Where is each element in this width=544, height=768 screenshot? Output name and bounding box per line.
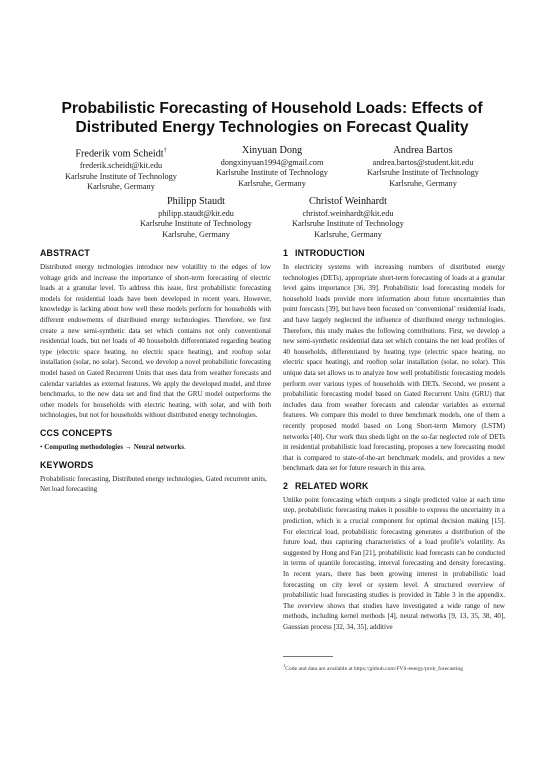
author-location: Karlsruhe, Germany — [87, 181, 155, 191]
author-affiliation: Karlsruhe Institute of Technology — [292, 219, 404, 229]
author-block — [46, 145, 196, 192]
introduction-heading: 1 INTRODUCTION — [283, 248, 365, 258]
footnote-text: Code and data are available at https://github.com/FVS-energy/prob_forecasting — [285, 665, 464, 672]
author-block — [121, 196, 271, 240]
author-footnote-mark: † — [163, 148, 167, 154]
author-affiliation: Karlsruhe Institute of Technology — [140, 219, 252, 229]
author-email: philipp.staudt@kit.edu — [158, 209, 234, 218]
author-location: Karlsruhe, Germany — [238, 178, 306, 188]
keywords-heading: KEYWORDS — [40, 459, 94, 470]
bullet: • — [40, 442, 43, 451]
ccs-concepts-heading: CCS CONCEPTS — [40, 427, 113, 438]
author-email: frederik.scheidt@kit.edu — [79, 161, 163, 171]
author-name: Andrea Bartos — [393, 145, 453, 156]
author-name: Xinyuan Dong — [241, 145, 303, 156]
author-name: Philipp Staudt — [166, 196, 226, 207]
author-email: christof.weinhardt@kit.edu — [302, 209, 394, 218]
ccs-concept-text: Computing methodologies → Neural networks — [44, 442, 184, 451]
author-affiliation: Karlsruhe Institute of Technology — [216, 168, 328, 178]
title-line-2: Distributed Energy Technologies on Forecast Quality — [75, 119, 469, 136]
keywords-text: Probabilistic forecasting, Distributed energy technologies, Gated recurrent units, Net load forecasting — [40, 474, 267, 494]
left-column — [40, 248, 271, 495]
introduction-text: In electricity systems with increasing numbers of distributed energy technologies (DETs), appropriate short-term forecasting of loads at a granular level gains importance [36, 39]. Probabilistic load forecasting models for household loads provide more information about future uncertainties than point forecasts [39], but have been focused on ‘conventional’ residential loads, and have largely neglected the influence of distributed energy technologies. Therefore, this study makes the following contributions. First, we develop a new semi-synthetic residential data set which contains the net load profiles of 40 households, differentiated by heating type (electric space heating, no electric space heating), and rooftop solar installation (solar, no solar). This unique data set allows us to analyze how well probabilistic forecasting models perform over various types of households with DETs. Second, we present a probabilistic forecasting model based on Gated Recurrent Units (GRU) that includes data from weather forecasts and calendar variables as external features. We compare this model to three benchmark models, one of them a recently proposed model based on Long Short-term Memory (LSTM) networks [40]. Our work thus sheds light on the so-far neglected role of DETs in residential probabilistic load forecasting, proposes a new forecasting model that is compared to state-of-the-art benchmark models, and provides a new benchmark data set for future research in this area. — [283, 263, 505, 473]
author-affiliation: Karlsruhe Institute of Technology — [367, 168, 479, 178]
author-email: dongxinyuan1994@gmail.com — [220, 158, 324, 167]
author-block — [348, 145, 498, 189]
author-location: Karlsruhe, Germany — [389, 178, 457, 188]
author-block — [273, 196, 423, 240]
author-name: Frederik vom Scheidt† — [75, 148, 167, 160]
author-affiliation: Karlsruhe Institute of Technology — [65, 171, 177, 181]
author-block — [197, 145, 347, 189]
related-work-text: Unlike point forecasting which outputs a single predicted value at each time step, probabilistic forecasting makes it possible to express the uncertainty in a prediction, which is a crucial component for optimal decision making [15]. For electrical load, probabilistic forecasting generates a distribution of the future load, thus capturing characteristics of a load profile’s volatility. As suggested by Hong and Fan [21], probabilistic load forecasts can be conducted in terms of quantile forecasting, interval forecasting and density forecasting. In recent years, there has been growing interest in probabilistic load forecasting on city level or system level. A structured overview of probabilistic load forecasting studies is provided in Table 3 in the appendix. The overview shows that studies have investigated a wide range of new methods, including kernel methods [4], neural networks [9, 13, 35, 38, 40], Gaussian process [32, 34, 35], additive — [283, 495, 505, 631]
author-location: Karlsruhe, Germany — [314, 229, 382, 239]
author-email: andrea.bartos@student.kit.edu — [372, 158, 474, 167]
right-column — [283, 248, 505, 633]
footnote-rule — [283, 656, 333, 657]
paper-title — [40, 99, 504, 137]
footnote: $^1$Code and data are available at https://github.com/FVS-energy/prob_forecasting — [283, 663, 464, 672]
abstract-heading: ABSTRACT — [40, 248, 90, 258]
author-location: Karlsruhe, Germany — [162, 229, 230, 239]
related-work-heading: 2 RELATED WORK — [283, 480, 369, 491]
ccs-concepts-item: • Computing methodologies → Neural networks. — [40, 442, 186, 451]
abstract-text: Distributed energy technologies introduce new volatility to the edges of low voltage grids and increase the importance of short-term forecasting of electric loads at a granular level. To address this issue, first probabilistic forecasting models for residential loads have been developed in recent years. However, knowledge is lacking about how well these models perform for households with different endowments of distributed energy technologies. Therefore, we first create a new semi-synthetic data set which contains not only conventional residential loads, but net loads of 40 households differentiated regarding heating type (electric space heating, no electric space heating), and rooftop solar installation (solar, no solar). Second, we develop a novel probabilistic forecasting model based on Gated Recurrent Units that uses data from weather forecasts and calendar variables as external features. We apply the developed model, and three benchmarks, to the new data set and find that the GRU model outperforms the other models for households with electric heating, with solar, and with both technologies, but not for households without distributed energy technologies. — [40, 263, 271, 420]
author-name: Christof Weinhardt — [309, 196, 387, 207]
title-line-1: Probabilistic Forecasting of Household Loads: Effects of — [61, 100, 483, 117]
